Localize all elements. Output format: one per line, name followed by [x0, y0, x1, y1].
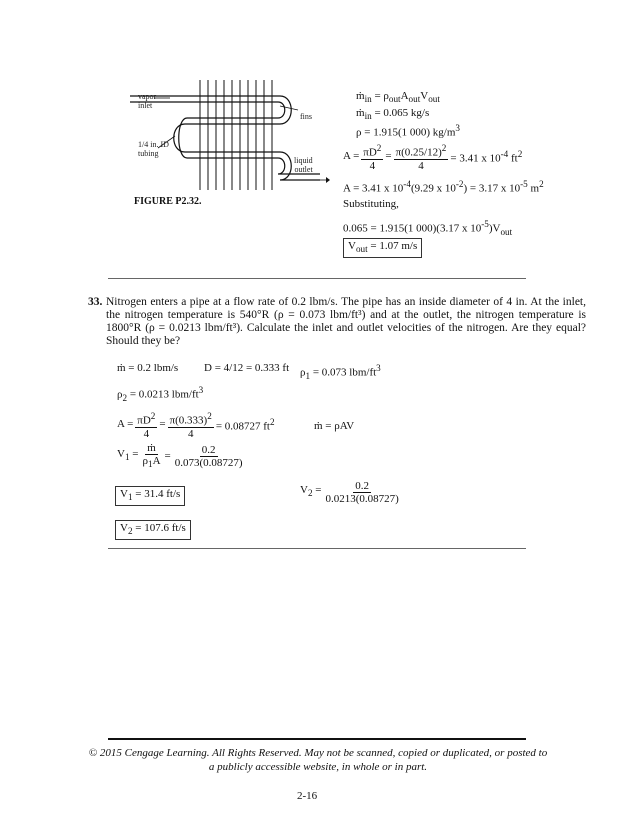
area-fraction-2	[168, 410, 214, 440]
frac-num: $\pi(0.25/12)^2$	[395, 143, 447, 159]
frac-den: $\rho_1A$	[142, 455, 161, 470]
area-lhs: A =	[343, 150, 360, 163]
sol32-area-si: A = 3.41 x $10^{-4}(9.29$ x $10^{-2}) = 3.17$ x $10^{-5}$ $m^2$	[343, 179, 544, 195]
problem-number: 33.	[88, 296, 103, 308]
v2-answer-box: $V_2 = 107.6$ ft/s	[115, 520, 191, 540]
v1-lhs: $V_1$ =	[117, 448, 139, 463]
frac-den: 0.073(0.08727)	[174, 456, 243, 469]
area-fraction-1	[361, 142, 383, 172]
v1-fraction-2	[173, 444, 245, 469]
sol33-area-equation	[117, 410, 275, 440]
equals: =	[164, 449, 171, 462]
sol32-substituting: Substituting,	[343, 198, 399, 210]
area-fraction-2	[394, 142, 449, 172]
divider-bottom	[108, 548, 526, 549]
sol32-area-equation	[343, 142, 522, 172]
given-rho2: $\rho_2 = 0.0213$ lbm/$ft^3$	[117, 385, 204, 403]
area-lhs: A =	[117, 418, 134, 431]
area-result: = 3.41 x $10^{-4}$ $ft^2$	[450, 149, 523, 165]
v1-answer-box: $V_1 = 31.4$ ft/s	[115, 486, 185, 506]
frac-num: 0.2	[201, 443, 216, 456]
frac-num: ṁ	[147, 442, 156, 454]
fins-label: fins	[300, 112, 312, 121]
frac-num: 0.2	[355, 480, 370, 492]
sol32-substitution: 0.065 = 1.915(1 000)(3.17 x $10^{-5})V_{out}$	[343, 219, 513, 237]
given-rho1: $\rho_1 = 0.073$ lbm/$ft^3$	[300, 363, 381, 381]
sol32-line3: ρ = 1.915(1 000) $kg/m^3$	[356, 123, 460, 139]
footer-rule	[108, 738, 526, 740]
frac-den: 4	[187, 427, 194, 440]
sol32-answer-box: $V_{out} = 1.07$ m/s	[343, 238, 422, 258]
v2-fraction	[324, 480, 401, 505]
sol32-line1: ṁ$_{in}$ = $\rho_{out}A_{out}V_{out}$	[356, 90, 440, 105]
tubing-label: 1/4 in. ID tubing	[138, 140, 169, 158]
sol32-line2: ṁ$_{in}$ = 0.065 kg/s	[356, 107, 430, 122]
problem-statement: Nitrogen enters a pipe at a flow rate of 0.2 lbm/s. The pipe has an inside diameter of 4 in. At the inlet, the nitrogen temperature is 540°R (ρ = 0.073 lbm/ft³) and at the outlet, the nitrogen temperature is 1800°R (ρ = 0.0213 lbm/ft³). Calculate the inlet and outlet velocities of the nitrogen. Are they equal? Should they be?	[106, 296, 586, 347]
area-fraction-1	[135, 410, 157, 440]
condenser-coil-figure	[130, 76, 330, 194]
equals: =	[385, 150, 392, 163]
frac-den: 0.0213(0.08727)	[325, 493, 399, 505]
page-number: 2-16	[297, 790, 318, 802]
frac-den: 4	[369, 159, 376, 172]
v1-fraction-1	[141, 442, 163, 470]
liquid-outlet-label: liquid outlet	[294, 156, 313, 174]
divider-top	[108, 278, 526, 279]
frac-num: $\pi D^2$	[363, 143, 382, 159]
v2-lhs: $V_2$ =	[300, 484, 322, 499]
area-result: = 0.08727 $ft^2$	[215, 417, 275, 433]
equals: =	[159, 418, 166, 431]
v1-equation	[117, 442, 247, 470]
figure-caption: FIGURE P2.32.	[134, 196, 202, 207]
vapor-inlet-label: vapor inlet	[138, 92, 157, 110]
given-mdot: ṁ = 0.2 lbm/s	[117, 362, 179, 374]
frac-num: $\pi D^2$	[137, 411, 156, 427]
frac-den: 4	[143, 427, 150, 440]
frac-den: 4	[418, 159, 424, 172]
v2-equation	[300, 480, 403, 505]
frac-num: $\pi(0.333)^2$	[169, 411, 212, 427]
given-diameter: D = 4/12 = 0.333 ft	[204, 362, 290, 374]
mass-flow-relation: ṁ = ρAV	[314, 420, 355, 432]
copyright-notice: © 2015 Cengage Learning. All Rights Reserved. May not be scanned, copied or duplicated, or posted to a publicly accessible website, in whole or in part.	[88, 747, 548, 773]
